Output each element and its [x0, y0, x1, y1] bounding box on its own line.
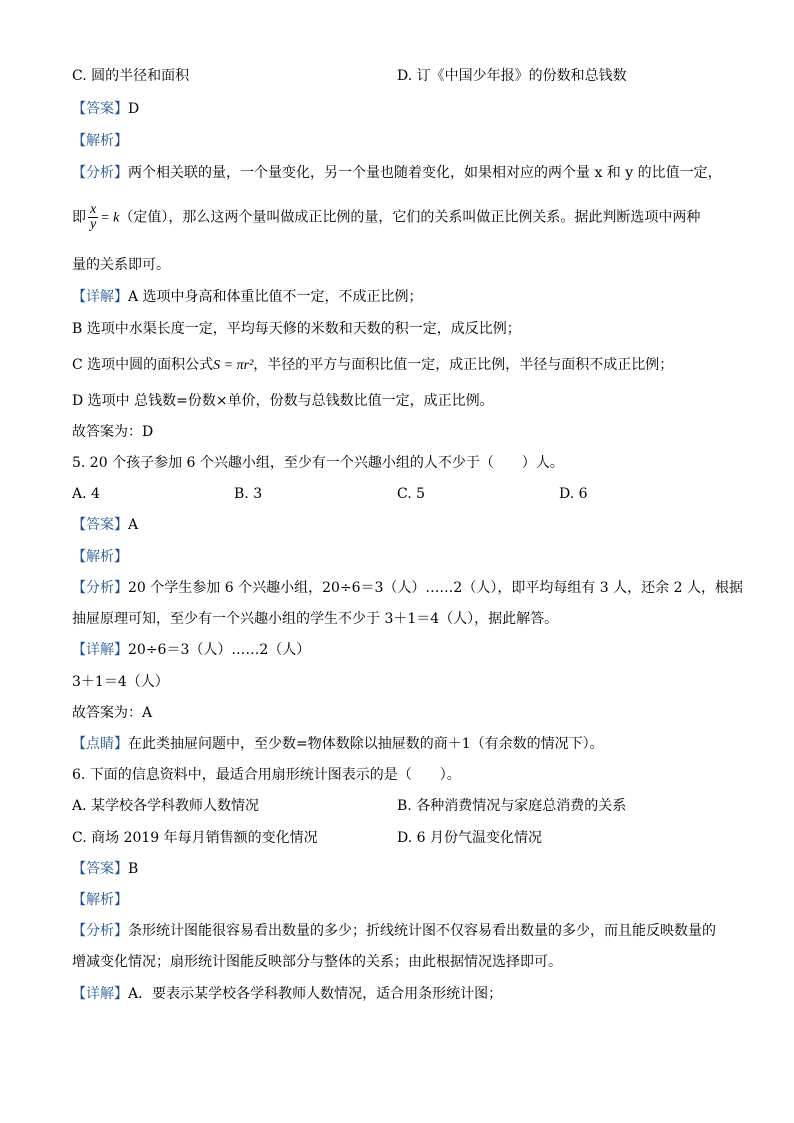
- q5-question: 5. 20 个孩子参加 6 个兴趣小组，至少有一个兴趣小组的人不少于（ ）人。: [72, 455, 564, 471]
- fenxi-tag: 【分析】: [72, 580, 128, 596]
- detail-c-suffix: ，半径的平方与面积比值一定，成正比例，半径与面积不成正比例；: [253, 357, 674, 373]
- detail-text: 20÷6＝3（人）……2（人）: [128, 642, 311, 658]
- q5-analysis-heading: [72, 547, 128, 567]
- detail-tag: 【详解】: [72, 289, 128, 305]
- q4-option-c: C. 圆的半径和面积: [72, 68, 190, 84]
- q4-option-d: D. 订《中国少年报》的份数和总钱数: [397, 68, 627, 84]
- detail-a-text: A．要表示某学校各学科教师人数情况，适合用条形统计图；: [128, 986, 503, 1002]
- q5-option-c: C. 5: [397, 486, 426, 502]
- q5-detail-2: 3＋1＝4（人）: [72, 674, 169, 690]
- answer-value: B: [128, 861, 139, 877]
- analysis-tag: 【解析】: [72, 892, 128, 908]
- q6-fenxi-line-1: [72, 921, 716, 941]
- answer-tag: 【答案】: [72, 517, 128, 533]
- q6-option-a: A. 某学校各学科教师人数情况: [72, 798, 260, 814]
- q6-option-b: B. 各种消费情况与家庭总消费的关系: [397, 798, 627, 814]
- q4-fenxi-line-3: 量的关系即可。: [72, 257, 170, 273]
- q6-option-c: C. 商场 2019 年每月销售额的变化情况: [72, 830, 318, 846]
- q5-option-a: A. 4: [72, 486, 100, 502]
- fenxi-text: 两个相关联的量，一个量变化，另一个量也随着变化，如果相对应的两个量 x 和 y 的比值一定，: [128, 165, 722, 181]
- q5-conclusion: 故答案为：A: [72, 705, 153, 721]
- fenxi-text: 条形统计图能很容易看出数量的多少；折线统计图不仅容易看出数量的多少，而且能反映数量的: [128, 923, 716, 939]
- q4-fenxi-line-2: [72, 203, 700, 232]
- analysis-tag: 【解析】: [72, 549, 128, 565]
- q6-answer: [72, 859, 138, 879]
- q4-conclusion: 故答案为：D: [72, 424, 154, 440]
- q6-question: 6. 下面的信息资料中，最适合用扇形统计图表示的是（ ）。: [72, 767, 461, 783]
- fenxi-text: 20 个学生参加 6 个兴趣小组，20÷6＝3（人）……2（人），即平均每组有 3 人，还余 2 人，根据: [128, 580, 743, 596]
- q4-detail-d: D 选项中 总钱数=份数×单价，份数与总钱数比值一定，成正比例。: [72, 393, 494, 409]
- fraction-numerator: x: [90, 202, 97, 217]
- detail-a-text: A 选项中身高和体重比值不一定，不成正比例；: [128, 289, 423, 305]
- q4-fenxi-line-1: [72, 163, 722, 183]
- area-formula: S = πr²: [213, 358, 254, 373]
- q5-fenxi-line-2: 抽屉原理可知，至少有一个兴趣小组的学生不少于 3＋1＝4（人），据此解答。: [72, 611, 559, 627]
- fraction-denominator: y: [90, 217, 97, 232]
- q6-option-d: D. 6 月份气温变化情况: [397, 830, 542, 846]
- fenxi-tag: 【分析】: [72, 165, 128, 181]
- dianjing-tag: 【点睛】: [72, 736, 128, 752]
- answer-value: A: [128, 517, 139, 533]
- dianjing-text: 在此类抽屉问题中，至少数=物体数除以抽屉数的商＋1（有余数的情况下）。: [128, 736, 604, 752]
- detail-tag: 【详解】: [72, 642, 128, 658]
- answer-value: D: [128, 101, 140, 117]
- q5-dianjing: [72, 734, 604, 754]
- answer-tag: 【答案】: [72, 861, 128, 877]
- q4-detail-a: [72, 287, 423, 307]
- analysis-tag: 【解析】: [72, 133, 128, 149]
- fenxi-suffix: （定值），那么这两个量叫做成正比例的量，它们的关系叫做正比例关系。据此判断选项中两种: [119, 209, 701, 226]
- q4-answer: [72, 99, 139, 119]
- q6-fenxi-line-2: 增减变化情况；扇形统计图能反映部分与整体的关系；由此根据情况选择即可。: [72, 954, 562, 970]
- q5-option-b: B. 3: [234, 486, 263, 502]
- answer-tag: 【答案】: [72, 101, 128, 117]
- fenxi-tag: 【分析】: [72, 923, 128, 939]
- fraction-equals-k: = k: [100, 210, 120, 226]
- q5-option-d: D. 6: [559, 486, 588, 502]
- q4-analysis-heading: [72, 131, 128, 151]
- q5-fenxi-line-1: [72, 578, 743, 598]
- q6-analysis-heading: [72, 890, 128, 910]
- q5-detail-1: [72, 640, 310, 660]
- q4-detail-b: B 选项中水渠长度一定，平均每天修的米数和天数的积一定，成反比例；: [72, 321, 521, 337]
- fraction-x-over-y: [88, 203, 98, 232]
- detail-tag: 【详解】: [72, 986, 128, 1002]
- q6-detail-a: [72, 984, 502, 1004]
- q5-answer: [72, 515, 138, 535]
- detail-c-prefix: C 选项中圆的面积公式: [72, 357, 214, 373]
- q4-detail-c: [72, 355, 673, 376]
- fenxi-prefix: 即: [72, 209, 86, 226]
